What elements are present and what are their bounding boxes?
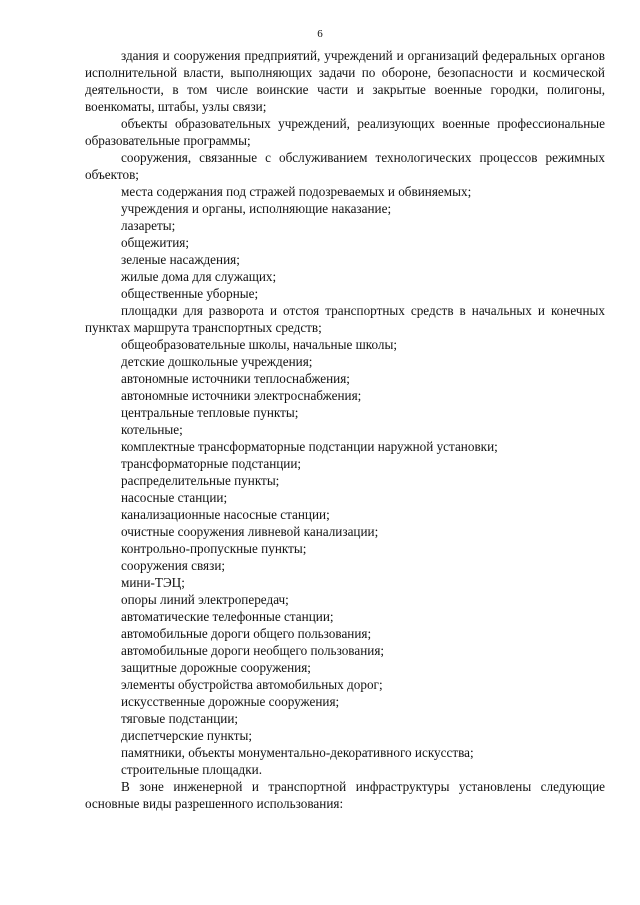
list-item: зеленые насаждения;: [121, 252, 240, 267]
list-item: распределительные пункты;: [121, 473, 280, 488]
list-item: комплектные трансформаторные подстанции наружной установки;: [121, 439, 498, 454]
intro-paragraph: здания и сооружения предприятий, учреждений и организаций федеральных органов исполнительной власти, выполняющих задачи по обороне, безопасности и космической деятельности, в том числе воинские части и закрытые военные городки, полигоны, военкоматы, штабы, узлы связи;: [85, 48, 605, 114]
list-item: мини-ТЭЦ;: [121, 575, 185, 590]
list-item: диспетчерские пункты;: [121, 728, 253, 743]
list-item-regime-objects: сооружения, связанные с обслуживанием технологических процессов режимных объектов;: [85, 150, 605, 182]
list-item: автономные источники теплоснабжения;: [121, 371, 350, 386]
list-item: защитные дорожные сооружения;: [121, 660, 311, 675]
list-group-a: [85, 183, 605, 302]
list-item: элементы обустройства автомобильных дорог;: [121, 677, 383, 692]
list-item: контрольно-пропускные пункты;: [121, 541, 307, 556]
list-item: памятники, объекты монументально-декоративного искусства;: [121, 745, 474, 760]
list-item: общеобразовательные школы, начальные школы;: [121, 337, 398, 352]
list-item: насосные станции;: [121, 490, 228, 505]
list-item: автомобильные дороги необщего пользования;: [121, 643, 385, 658]
list-item: опоры линий электропередач;: [121, 592, 289, 607]
list-item: автомобильные дороги общего пользования;: [121, 626, 372, 641]
list-item: учреждения и органы, исполняющие наказание;: [121, 201, 392, 216]
list-item: места содержания под стражей подозреваемых и обвиняемых;: [121, 184, 472, 199]
list-item: лазареты;: [121, 218, 176, 233]
list-item: котельные;: [121, 422, 183, 437]
list-item: тяговые подстанции;: [121, 711, 239, 726]
list-item: строительные площадки.: [121, 762, 263, 777]
list-item: канализационные насосные станции;: [121, 507, 330, 522]
list-item: сооружения связи;: [121, 558, 226, 573]
document-body: [85, 47, 605, 812]
list-item: автоматические телефонные станции;: [121, 609, 334, 624]
list-item: искусственные дорожные сооружения;: [121, 694, 340, 709]
list-item-education: объекты образовательных учреждений, реализующих военные профессиональные образовательные программы;: [85, 116, 605, 148]
list-item: детские дошкольные учреждения;: [121, 354, 313, 369]
closing-paragraph: В зоне инженерной и транспортной инфраструктуры установлены следующие основные виды разрешенного использования:: [85, 779, 605, 811]
list-item: автономные источники электроснабжения;: [121, 388, 362, 403]
list-item-transport-platforms: площадки для разворота и отстоя транспортных средств в начальных и конечных пунктах маршрута транспортных средств;: [85, 303, 605, 335]
page-number: 6: [317, 28, 323, 40]
list-item: общежития;: [121, 235, 190, 250]
list-item: центральные тепловые пункты;: [121, 405, 299, 420]
list-group-b: [85, 336, 605, 778]
list-item: общественные уборные;: [121, 286, 259, 301]
list-item: очистные сооружения ливневой канализации;: [121, 524, 379, 539]
list-item: трансформаторные подстанции;: [121, 456, 302, 471]
list-item: жилые дома для служащих;: [121, 269, 277, 284]
